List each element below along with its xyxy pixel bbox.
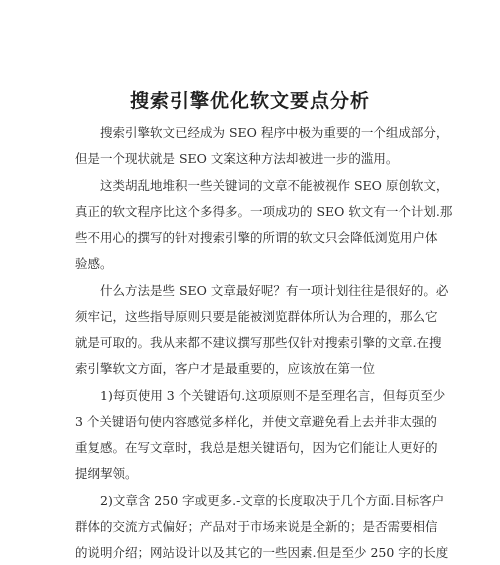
text-line: 群体的交流方式偏好；产品对于市场来说是全新的；是否需要相信	[75, 519, 438, 534]
paragraph-4	[75, 383, 446, 487]
text-line: 真正的软文程序比这个多得多。一项成功的 SEO 软文有一个计划.那	[75, 204, 453, 219]
document-title: 搜索引擎优化软文要点分析	[129, 90, 370, 112]
text-line: 就是可取的。我从来都不建议撰写那些仅针对搜索引擎的文章.在搜	[75, 335, 442, 350]
text-line: 验感。	[75, 256, 113, 271]
text-line: 1)每页使用 3 个关键语句.这项原则不是至理名言，但每页至少	[100, 388, 446, 403]
paragraph-1	[75, 120, 449, 172]
text-line: 些不用心的撰写的针对搜索引擎的所谓的软文只会降低浏览用户体	[75, 230, 438, 245]
text-line: 重复感。在写文章时，我总是想关键语句，因为它们能让人更好的	[75, 440, 438, 455]
paragraph-2	[75, 173, 453, 277]
text-line: 索引擎软文方面，客户才是最重要的，应该放在第一位	[75, 361, 376, 376]
document-body	[75, 120, 453, 565]
text-line: 3 个关键语句使内容感觉多样化，并使文章避免看上去并非太强的	[75, 414, 437, 429]
paragraph-3	[75, 278, 449, 382]
text-line: 这类胡乱地堆积一些关键词的文章不能被视作 SEO 原创软文，	[100, 178, 449, 193]
text-line: 搜索引擎软文已经成为 SEO 程序中极为重要的一个组成部分，	[100, 125, 449, 140]
text-line: 的说明介绍；网站设计以及其它的一些因素.但是至少 250 字的长度	[75, 545, 449, 560]
paragraph-5	[75, 488, 449, 565]
text-line: 提纲挈领。	[75, 466, 138, 481]
text-line: 但是一个现状就是 SEO 文案这种方法却被进一步的滥用。	[75, 151, 399, 166]
text-line: 什么方法是些 SEO 文章最好呢？有一项计划往往是很好的。必	[100, 283, 449, 298]
text-line: 须牢记，这些指导原则只要是能被浏览群体所认为合理的，那么它	[75, 309, 438, 324]
text-line: 2)文章含 250 字或更多.-文章的长度取决于几个方面.目标客户	[100, 493, 445, 508]
